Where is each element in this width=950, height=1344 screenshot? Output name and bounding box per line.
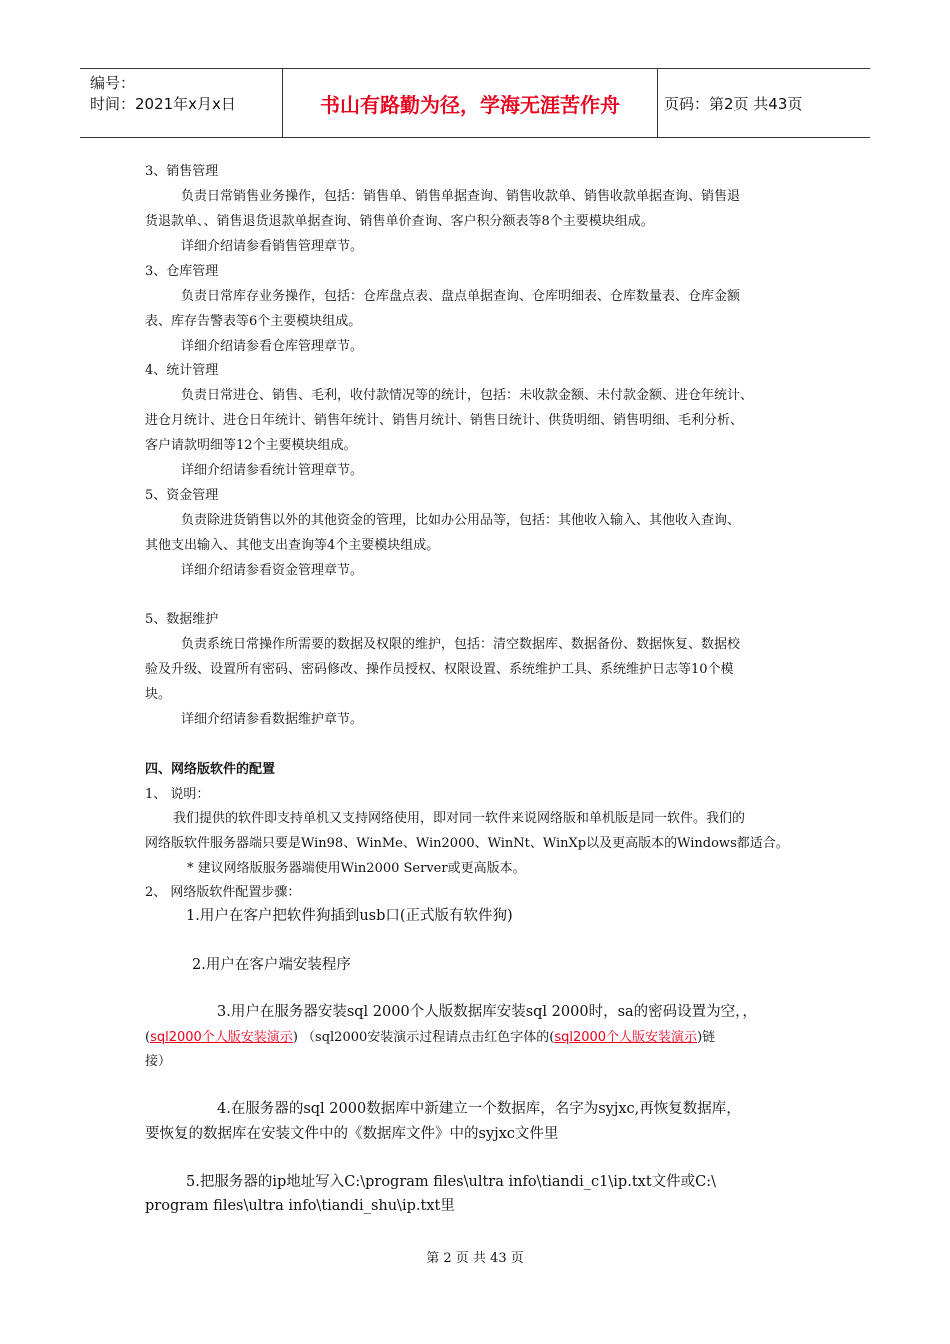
page-header: [80, 68, 870, 138]
network-item1-text-2: 网络版软件服务器端只要是Win98、WinMe、Win2000、WinNt、WinXp以及更高版本的Windows都适合。: [145, 836, 789, 851]
section-detail-warehouse: 详细介绍请参看仓库管理章节。: [181, 339, 364, 354]
section-title-maintenance: 5、数据维护: [145, 612, 219, 627]
sql2000-demo-link-2[interactable]: sql2000个人版安装演示: [554, 1030, 698, 1045]
network-item1-note: * 建议网络版服务器端使用Win2000 Server或更高版本。: [187, 861, 526, 876]
section-title-stats: 4、统计管理: [145, 363, 219, 378]
section-desc-maintenance-3: 块。: [145, 687, 172, 702]
section-desc-maintenance-1: 负责系统日常操作所需要的数据及权限的维护，包括：清空数据库、数据备份、数据恢复、数据校: [181, 637, 741, 652]
page-footer: 第 2 页 共 43 页: [426, 1251, 524, 1266]
step-5-line-2: program files\ultra info\tiandi_shu\ip.txt里: [145, 1198, 455, 1214]
network-item1-title: 1、 说明：: [145, 787, 210, 802]
step-5-line-1: 5.把服务器的ip地址写入C:\program files\ultra info\tiandi_c1\ip.txt文件或C:\: [186, 1174, 717, 1190]
section-desc-stats-1: 负责日常进仓、销售、毛利，收付款情况等的统计，包括：未收款金额、未付款金额、进仓年统计、: [181, 388, 754, 403]
step-3-line-2: [145, 1029, 715, 1046]
section-desc-stats-3: 客户请款明细等12个主要模块组成。: [145, 438, 357, 453]
section-desc-stats-2: 进仓月统计、进仓日年统计、销售年统计、销售月统计、销售日统计、供货明细、销售明细、毛利分析、: [145, 413, 744, 428]
network-heading: 四、网络版软件的配置: [145, 762, 276, 777]
section-detail-maintenance: 详细介绍请参看数据维护章节。: [181, 712, 364, 727]
step-2: 2.用户在客户端安装程序: [192, 957, 351, 973]
header-motto: 书山有路勤为径，学海无涯苦作舟: [283, 69, 658, 137]
header-page-number: 页码：第2页 共43页: [664, 94, 803, 113]
section-desc-maintenance-2: 验及升级、设置所有密码、密码修改、操作员授权、权限设置、系统维护工具、系统维护日志等10个模: [145, 662, 734, 677]
section-title-warehouse: 3、仓库管理: [145, 264, 219, 279]
step-3-close: )链: [697, 1030, 716, 1045]
section-desc-warehouse-1: 负责日常库存业务操作，包括：仓库盘点表、盘点单据查询、仓库明细表、仓库数量表、仓库金额: [181, 289, 741, 304]
step-3-open: (: [145, 1030, 151, 1045]
network-item2-title: 2、 网络版软件配置步骤：: [145, 885, 301, 900]
section-desc-funds-2: 其他支出输入、其他支出查询等4个主要模块组成。: [145, 538, 440, 553]
section-detail-funds: 详细介绍请参看资金管理章节。: [181, 563, 364, 578]
step-4-line-2: 要恢复的数据库在安装文件中的《数据库文件》中的syjxc文件里: [145, 1126, 559, 1142]
step-3-mid: ) （sql2000安装演示过程请点击红色字体的(: [292, 1030, 555, 1045]
section-title-sales: 3、销售管理: [145, 164, 219, 179]
section-desc-sales-2: 货退款单、、销售退货退款单据查询、销售单价查询、客户积分额表等8个主要模块组成。: [145, 214, 654, 229]
section-title-funds: 5、资金管理: [145, 488, 219, 503]
section-desc-sales-1: 负责日常销售业务操作，包括：销售单、销售单据查询、销售收款单、销售收款单据查询、销售退: [181, 189, 741, 204]
document-date: 时间：2021年x月x日: [90, 95, 236, 113]
section-detail-sales: 详细介绍请参看销售管理章节。: [181, 239, 364, 254]
document-number-label: 编号：: [90, 74, 136, 92]
sql2000-demo-link-1[interactable]: sql2000个人版安装演示: [150, 1030, 293, 1045]
step-3-line-3: 接）: [145, 1054, 172, 1069]
step-4-line-1: 4.在服务器的sql 2000数据库中新建立一个数据库，名字为syjxc,再恢复数据库，: [217, 1101, 741, 1117]
step-1: 1.用户在客户把软件狗插到usb口(正式版有软件狗): [186, 908, 513, 924]
section-desc-warehouse-2: 表、库存告警表等6个主要模块组成。: [145, 314, 362, 329]
section-detail-stats: 详细介绍请参看统计管理章节。: [181, 463, 364, 478]
step-3-line-1: 3.用户在服务器安装sql 2000个人版数据库安装sql 2000时，sa的密码设置为空，，: [217, 1004, 757, 1020]
section-desc-funds-1: 负责除进货销售以外的其他资金的管理，比如办公用品等，包括：其他收入输入、其他收入查询、: [181, 513, 741, 528]
header-meta: [80, 69, 283, 137]
network-item1-text-1: 我们提供的软件即支持单机又支持网络使用，即对同一软件来说网络版和单机版是同一软件。我们的: [173, 811, 746, 826]
